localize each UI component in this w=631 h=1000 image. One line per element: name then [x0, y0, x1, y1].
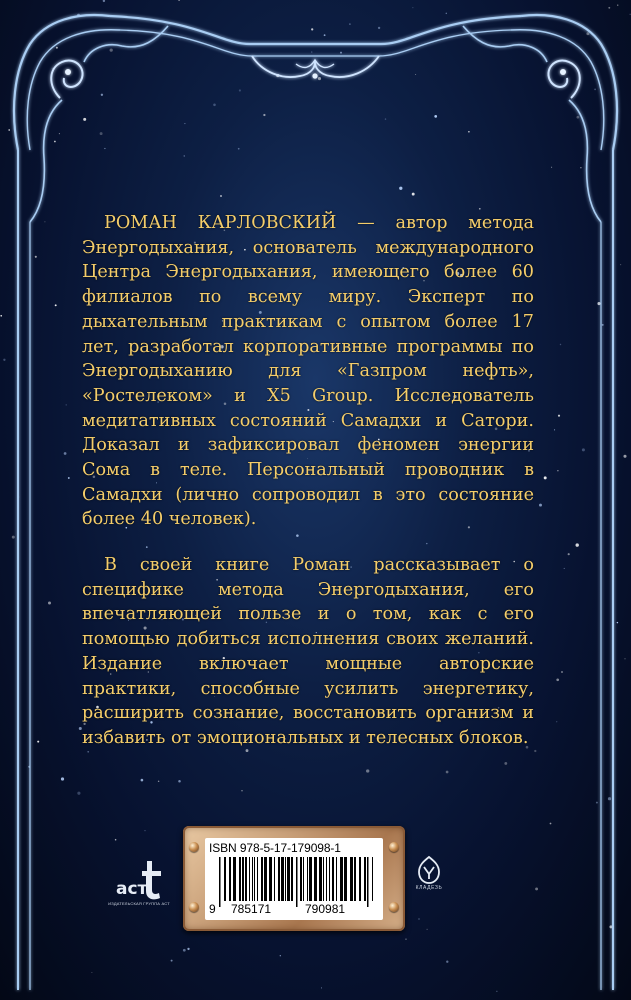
barcode-label: [205, 838, 383, 920]
barcode-bar: [307, 857, 308, 901]
barcode-bar: [329, 857, 330, 901]
author-bio-text: РОМАН КАРЛОВСКИЙ — автор метода Энергодыхания, основатель международного Центра Энергодыхания, имеющего более 60 филиалов по всему миру. Эксперт по дыхательным практикам с опытом более 17 лет, разработал корпоративные программы по Энергодыханию для «Газпром нефть», «Ростелеком» и X5 Group. Исследователь медитативных состояний Самадхи и Сатори. Доказал и зафиксировал феномен энергии Сома в теле. Персональный проводник в Самадхи (лично сопроводил в это состояние более 40 человек).: [82, 213, 534, 530]
barcode-bar: [323, 857, 324, 901]
barcode-digit-first: 9: [209, 902, 216, 916]
barcode-bar: [257, 857, 258, 901]
barcode-bar: [303, 857, 304, 901]
barcode-bar: [336, 857, 337, 901]
barcode-bar: [249, 857, 250, 901]
kladez-logo-caption: КЛАДЕЗЬ: [415, 885, 443, 891]
barcode-bar: [291, 857, 293, 901]
barcode-bar: [285, 857, 286, 901]
barcode-bar: [278, 857, 280, 901]
barcode-bar: [344, 857, 347, 901]
barcode-bar: [242, 857, 244, 901]
rivet-icon: [189, 842, 199, 852]
ast-logo-mark: аст: [116, 879, 148, 899]
book-description-text: В своей книге Роман рассказывает о специфике метода Энергодыхания, его впечатляющей пользе и о том, как с его помощью добиться исполнения своих желаний. Издание включает мощные авторские практики, способные усилить энергетику, расширить сознание, восстановить организм и избавить от эмоциональных и телесных блоков.: [82, 555, 534, 748]
kladez-logo-icon: [416, 855, 442, 885]
barcode-bar: [372, 857, 373, 901]
book-description-paragraph: [82, 553, 534, 751]
barcode-bar: [245, 857, 247, 901]
barcode-bar: [359, 857, 361, 901]
barcode-bar: [261, 857, 263, 901]
barcode-bar: [281, 857, 284, 901]
rivet-icon: [389, 842, 399, 852]
barcode-bar: [354, 857, 356, 901]
barcode-bar: [224, 857, 226, 901]
rivet-icon: [189, 902, 199, 912]
barcode-bar: [252, 857, 253, 901]
barcode-bar: [367, 857, 369, 907]
barcode-bar: [229, 857, 231, 901]
barcode-bar: [254, 857, 255, 901]
barcode-bar: [269, 857, 272, 901]
barcode-bars: [219, 857, 373, 907]
barcode-plate: [183, 826, 405, 931]
barcode-bar: [274, 857, 275, 901]
barcode-bar: [364, 857, 366, 901]
barcode-bar: [287, 857, 290, 901]
barcode-bar: [332, 857, 334, 901]
ast-logo-icon: [114, 858, 164, 902]
barcode-digits-right: 790981: [305, 902, 346, 916]
barcode-bar: [340, 857, 343, 901]
barcode-bar: [326, 857, 327, 901]
isbn-number: ISBN 978-5-17-179098-1: [209, 841, 341, 855]
barcode-bar: [319, 857, 322, 901]
barcode-bar: [233, 857, 236, 901]
barcode-bar: [300, 857, 302, 901]
barcode-bar: [239, 857, 241, 901]
rivet-icon: [389, 902, 399, 912]
barcode-bar: [296, 857, 298, 907]
barcode-bar: [309, 857, 312, 901]
barcode-digits-left: 785171: [231, 902, 272, 916]
barcode-bar: [264, 857, 267, 901]
barcode-bar: [350, 857, 353, 901]
barcode-bar: [219, 857, 221, 907]
author-bio-paragraph: [82, 211, 534, 532]
barcode-bar: [314, 857, 317, 901]
ast-logo-caption: ИЗДАТЕЛЬСКАЯ ГРУППА АСТ: [108, 901, 170, 906]
